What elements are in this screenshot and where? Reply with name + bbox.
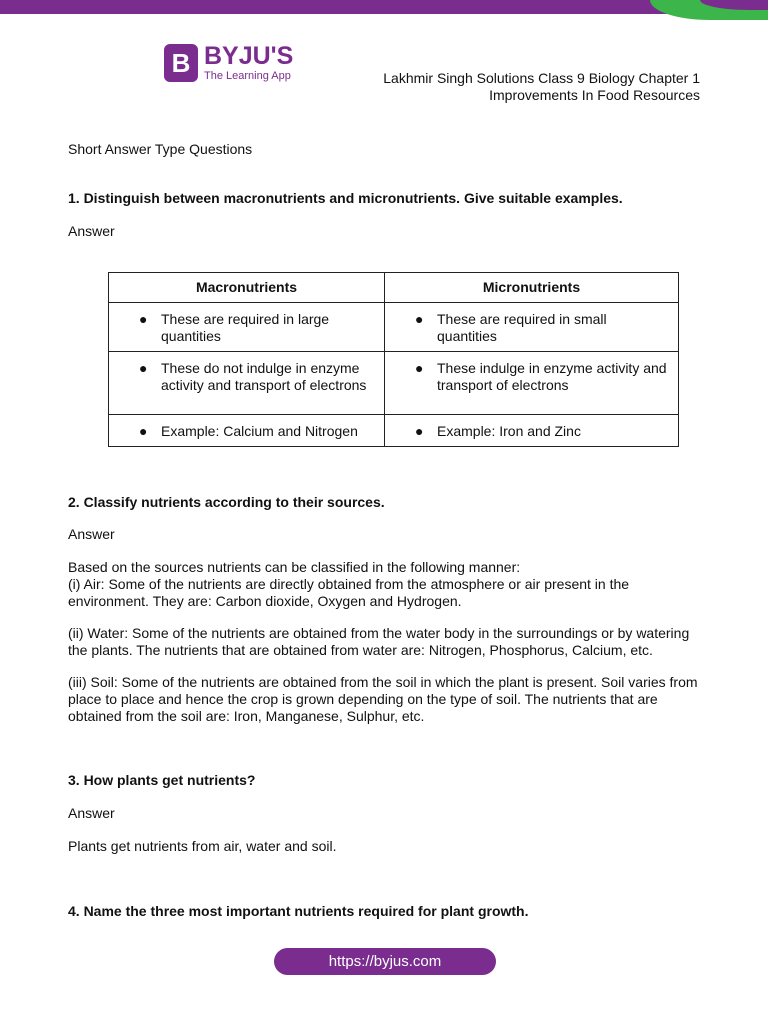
nutrients-comparison-table — [108, 272, 679, 447]
logo-brand: BYJU'S — [204, 42, 294, 70]
table-row — [109, 415, 679, 447]
header-line-1: Lakhmir Singh Solutions Class 9 Biology Chapter 1 — [383, 70, 700, 86]
answer-label-3: Answer — [68, 805, 115, 821]
bullet-icon: ● — [415, 311, 424, 327]
question-1: 1. Distinguish between macronutrients and micronutrients. Give suitable examples. — [68, 190, 623, 206]
q3-answer: Plants get nutrients from air, water and soil. — [68, 838, 337, 854]
top-band-purple — [0, 0, 720, 14]
table-cell: ● These are required in large quantities — [109, 303, 385, 352]
bullet-icon: ● — [415, 423, 424, 439]
logo-tagline: The Learning App — [204, 70, 291, 82]
question-3: 3. How plants get nutrients? — [68, 772, 256, 788]
q2-soil: (iii) Soil: Some of the nutrients are obtained from the soil in which the plant is present. Soil varies from place to place and hence the crop is grown depending on the type of soil. The nutrients that are obtained from the soil are: Iron, Manganese, Sulphur, etc. — [68, 674, 698, 724]
table-cell: ● These do not indulge in enzyme activity and transport of electrons — [109, 352, 385, 415]
document-header — [383, 70, 700, 104]
footer-url-link[interactable]: https://byjus.com — [274, 948, 496, 975]
header-line-2: Improvements In Food Resources — [489, 87, 700, 103]
bullet-icon: ● — [139, 311, 148, 327]
bullet-icon: ● — [139, 423, 148, 439]
logo-mark: B — [164, 44, 198, 82]
bullet-icon: ● — [415, 360, 424, 376]
q2-water: (ii) Water: Some of the nutrients are obtained from the water body in the surroundings or by watering the plants. The nutrients that are obtained from water are: Nitrogen, Phosphorus, Calcium, etc. — [68, 625, 690, 658]
section-title: Short Answer Type Questions — [68, 141, 253, 157]
top-decorative-band — [0, 0, 768, 20]
q2-air: (i) Air: Some of the nutrients are directly obtained from the atmosphere or air present in the environment. They are: Carbon dioxide, Oxygen and Hydrogen. — [68, 576, 630, 609]
table-cell: ● These are required in small quantities — [385, 303, 679, 352]
table-cell: ● Example: Calcium and Nitrogen — [109, 415, 385, 447]
table-header-micro: Micronutrients — [385, 273, 679, 303]
question-4: 4. Name the three most important nutrients required for plant growth. — [68, 903, 529, 919]
bullet-icon: ● — [139, 360, 148, 376]
q2-intro: Based on the sources nutrients can be classified in the following manner: — [68, 559, 521, 575]
table-row — [109, 352, 679, 415]
table-header-macro: Macronutrients — [109, 273, 385, 303]
answer-label-1: Answer — [68, 223, 115, 239]
table-cell: ● Example: Iron and Zinc — [385, 415, 679, 447]
question-2: 2. Classify nutrients according to their sources. — [68, 494, 385, 510]
answer-label-2: Answer — [68, 526, 115, 542]
table-cell: ● These indulge in enzyme activity and transport of electrons — [385, 352, 679, 415]
table-row — [109, 303, 679, 352]
